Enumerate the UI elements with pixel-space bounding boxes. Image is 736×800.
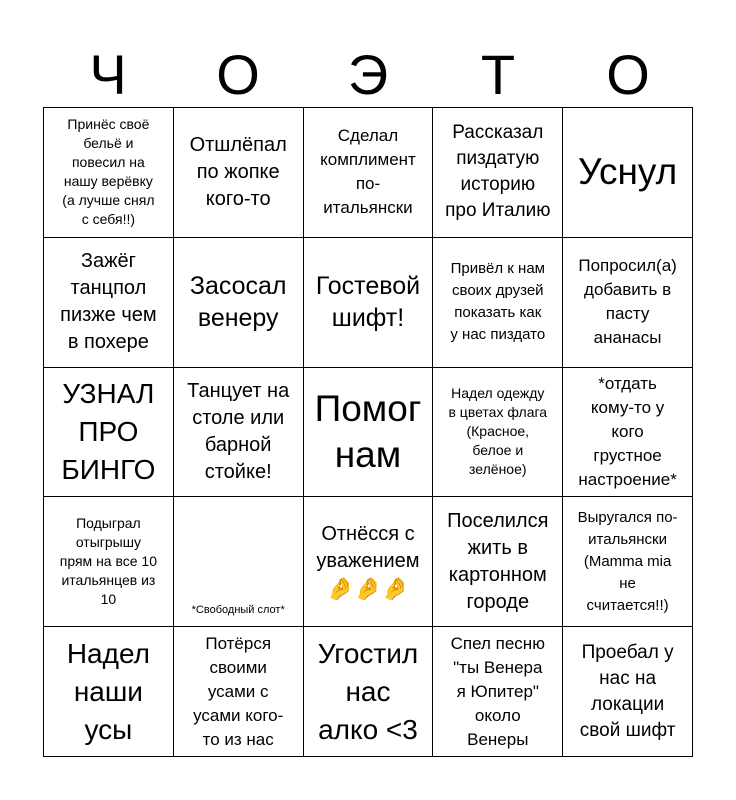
pinched-fingers-icon: 🤌🤌🤌 <box>326 575 410 601</box>
bingo-cell[interactable]: Гостевой шифт! <box>304 238 434 368</box>
bingo-cell[interactable]: Выругался по- итальянски (Mamma mia не считается!!) <box>563 497 693 627</box>
bingo-cell[interactable]: Уснул <box>563 108 693 238</box>
bingo-cell[interactable]: Помог нам <box>304 368 434 498</box>
bingo-cell[interactable]: Надел наши усы <box>44 627 174 757</box>
bingo-cell[interactable]: Отнёсся с уважением 🤌🤌🤌 <box>304 497 434 627</box>
bingo-cell[interactable]: Проебал у нас на локации свой шифт <box>563 627 693 757</box>
title-letter-4: Т <box>480 43 516 106</box>
bingo-cell[interactable]: Засосал венеру <box>174 238 304 368</box>
bingo-cell[interactable]: Привёл к нам своих друзей показать как у нас пиздато <box>433 238 563 368</box>
bingo-cell[interactable]: Спел песню "ты Венера я Юпитер" около Венеры <box>433 627 563 757</box>
bingo-cell[interactable]: Сделал комплимент по- итальянски <box>304 108 434 238</box>
title-letter-5: О <box>606 43 650 106</box>
bingo-cell[interactable]: Отшлёпал по жопке кого-то <box>174 108 304 238</box>
bingo-cell[interactable]: Попросил(а) добавить в пасту ананасы <box>563 238 693 368</box>
title-letter-2: О <box>216 43 260 106</box>
bingo-cell[interactable]: Рассказал пиздатую историю про Италию <box>433 108 563 238</box>
bingo-title <box>43 40 693 110</box>
bingo-cell[interactable]: Принёс своё бельё и повесил на нашу верёвку (а лучше снял с себя!!) <box>44 108 174 238</box>
bingo-cell[interactable]: *отдать кому-то у кого грустное настроение* <box>563 368 693 498</box>
bingo-cell[interactable]: Потёрся своими усами с усами кого- то из нас <box>174 627 304 757</box>
bingo-cell[interactable]: Танцует на столе или барной стойке! <box>174 368 304 498</box>
bingo-grid <box>43 107 693 757</box>
bingo-cell[interactable]: Угостил нас алко <3 <box>304 627 434 757</box>
bingo-cell[interactable]: УЗНАЛ ПРО БИНГО <box>44 368 174 498</box>
bingo-cell[interactable]: Подыграл отыгрышу прям на все 10 итальянцев из 10 <box>44 497 174 627</box>
bingo-cell[interactable]: Поселился жить в картонном городе <box>433 497 563 627</box>
bingo-cell[interactable]: Зажёг танцпол пизже чем в похере <box>44 238 174 368</box>
title-letter-1: Ч <box>89 43 127 106</box>
title-letter-3: Э <box>347 43 389 106</box>
bingo-cell[interactable]: Надел одежду в цветах флага (Красное, белое и зелёное) <box>433 368 563 498</box>
bingo-cell-free-slot[interactable]: *Свободный слот* <box>174 497 304 627</box>
